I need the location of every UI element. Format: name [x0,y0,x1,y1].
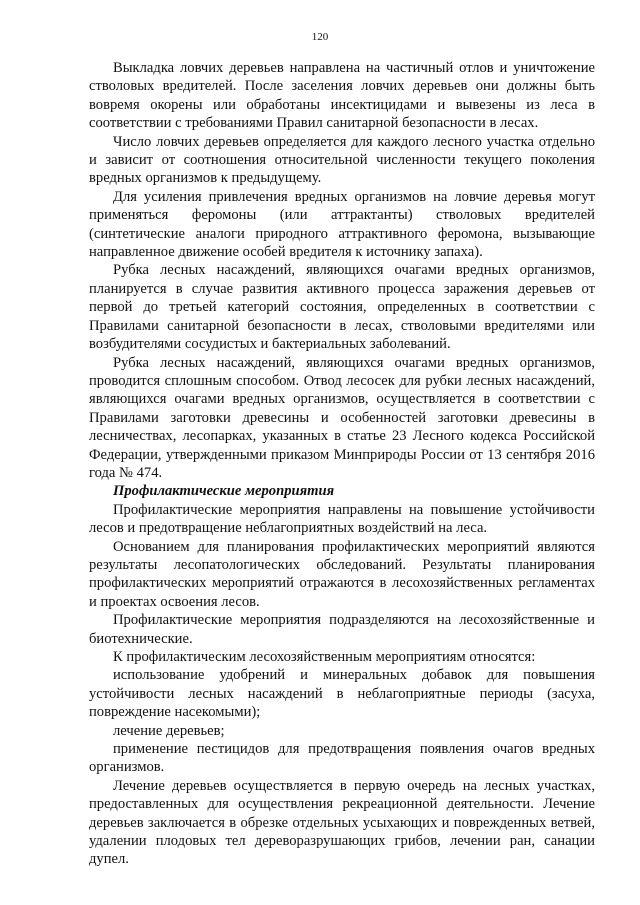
paragraph: К профилактическим лесохозяйственным мероприятиям относятся: [113,649,536,665]
section-heading: Профилактические мероприятия [113,483,335,500]
list-item: использование удобрений и минеральных добавок для повышения устойчивости лесных насаждений в неблагоприятные периоды (засуха, повреждение насекомыми); [89,667,595,721]
paragraph: Для усиления привлечения вредных организмов на ловчие деревья могут применяться феромоны (или аттрактанты) стволовых вредителей (синтетические аналоги природного аттрактивного феромона, вызывающие направленное движение особей вредителя к источнику запаха). [89,188,595,261]
list-item: применение пестицидов для предотвращения появления очагов вредных организмов. [89,741,595,776]
paragraph: Выкладка ловчих деревьев направлена на частичный отлов и уничтожение стволовых вредителей. После заселения ловчих деревьев они должны быть вовремя окорены или обработаны инсектицидами и вывезены из леса в соответствии с требованиями Правил санитарной безопасности в лесах. [89,60,595,132]
document-body [89,59,595,869]
page-number: 120 [311,31,329,43]
paragraph: Число ловчих деревьев определяется для каждого лесного участка отдельно и зависит от соотношения относительной численности текущего поколения вредных организмов к предыдущему. [89,133,595,187]
paragraph: Рубка лесных насаждений, являющихся очагами вредных организмов, планируется в случае развития активного процесса заражения деревьев от первой до третьей категорий состояния, определенных в соответствии с Правилами санитарной безопасности в лесах, стволовыми вредителями или возбудителями сосудистых и бактериальных заболеваний. [89,262,595,353]
paragraph: Лечение деревьев осуществляется в первую очередь на лесных участках, предоставленных для осуществления рекреационной деятельности. Лечение деревьев заключается в обрезке отдельных усыхающих и поврежденных ветвей, удалении плодовых тел дереворазрушающих грибов, лечении ран, санации дупел. [89,777,595,868]
paragraph: Рубка лесных насаждений, являющихся очагами вредных организмов, проводится сплошным способом. Отвод лесосек для рубки лесных насаждений, являющихся очагами вредных организмов, осуществляется в соответствии с Правилами заготовки древесины и особенностей заготовки древесины в лесничествах, лесопарках, указанных в статье 23 Лесного кодекса Российской Федерации, утвержденными приказом Минприроды России от 13 сентября 2016 года № 474. [89,354,595,481]
paragraph: Основанием для планирования профилактических мероприятий являются результаты лесопатологических обследований. Результаты планирования профилактических мероприятий отражаются в лесохозяйственных регламентах и проектах освоения лесов. [89,538,595,610]
paragraph: Профилактические мероприятия направлены на повышение устойчивости лесов и предотвращение неблагоприятных воздействий на леса. [89,501,595,537]
list-item: лечение деревьев; [113,722,225,739]
paragraph: Профилактические мероприятия подразделяются на лесохозяйственные и биотехнические. [89,612,595,647]
